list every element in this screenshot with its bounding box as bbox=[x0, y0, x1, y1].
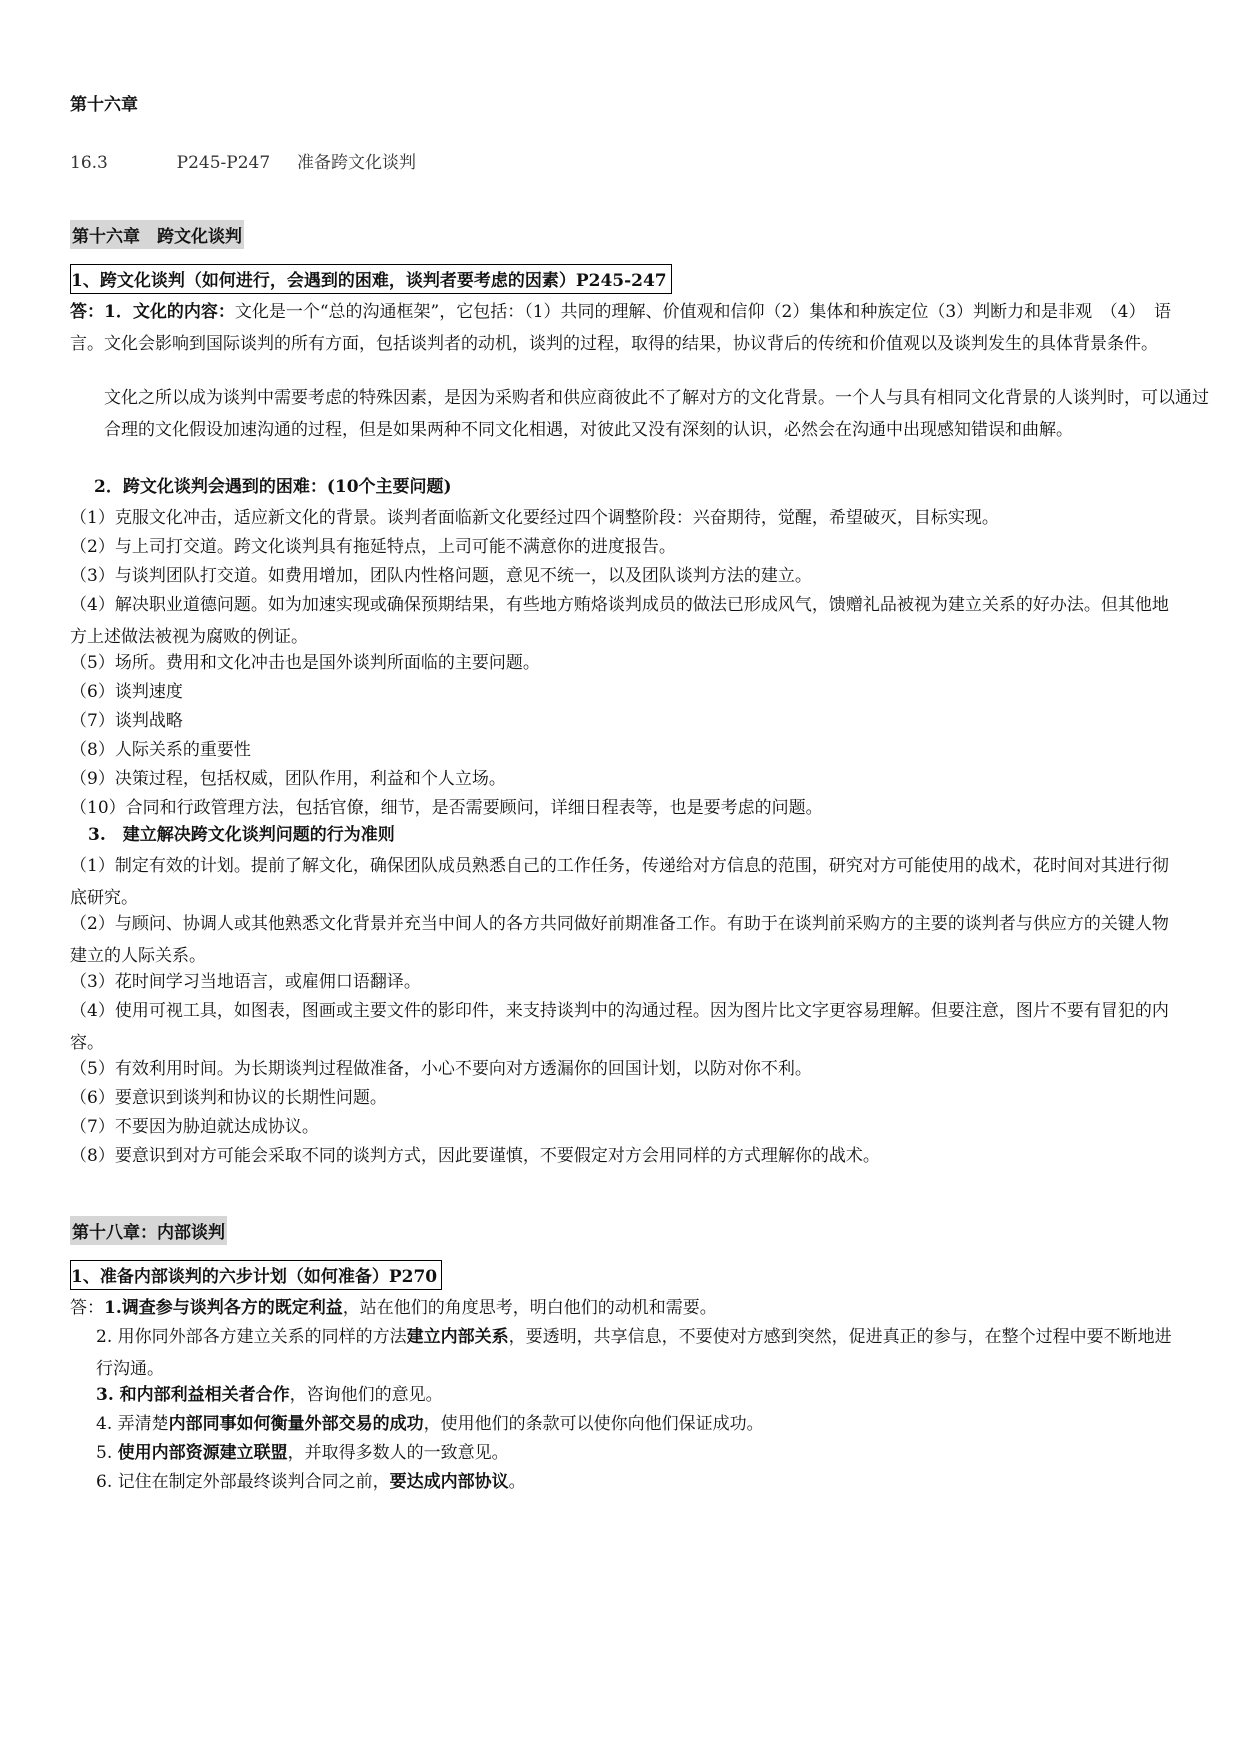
list-item: （7）谈判战略 bbox=[70, 711, 183, 731]
toc-title: 准备跨文化谈判 bbox=[297, 153, 417, 173]
step-key-phrase: 建立内部关系 bbox=[406, 1327, 509, 1347]
step-6 bbox=[70, 1466, 1180, 1495]
step-text: 。 bbox=[508, 1472, 526, 1492]
list-item: （4）解决职业道德问题。如为加速实现或确保预期结果，有些地方贿烙谈判成员的做法已形成风气，馈赠礼品被视为建立关系的好办法。但其他地方上述做法被视为腐败的例证。 bbox=[70, 595, 1169, 647]
toc-entry bbox=[70, 148, 416, 173]
step-text: 4. 弄清楚 bbox=[96, 1414, 169, 1434]
list-item: （2）与上司打交道。跨文化谈判具有拖延特点，上司可能不满意你的进度报告。 bbox=[70, 537, 676, 557]
list-item: （4）使用可视工具，如图表，图画或主要文件的影印件，来支持谈判中的沟通过程。因为图片比文字更容易理解。但要注意，图片不要有冒犯的内容。 bbox=[70, 1001, 1169, 1053]
answer-1-text: 文化是一个“总的沟通框架”，它包括：（1）共同的理解、价值观和信仰（2）集体和种族定位（3）判断力和是非观 （4） 语言。文化会影响到国际谈判的所有方面，包括谈判者的动机，谈判的过程，取得的结果，协议背后的传统和价值观以及谈判发生的具体背景条件。 bbox=[70, 302, 1171, 354]
list-item: （5）场所。费用和文化冲击也是国外谈判所面临的主要问题。 bbox=[70, 653, 540, 673]
rules-list bbox=[70, 850, 1180, 1169]
list-item: （1）克服文化冲击，适应新文化的背景。谈判者面临新文化要经过四个调整阶段：兴奋期待，觉醒，希望破灭，目标实现。 bbox=[70, 508, 999, 528]
answer-prefix: 答： bbox=[70, 1298, 104, 1318]
difficulties-list bbox=[70, 502, 1180, 821]
question-1-title: 1、跨文化谈判（如何进行，会遇到的困难，谈判者要考虑的因素）P245-247 bbox=[70, 264, 672, 294]
step-key-phrase: 要达成内部协议 bbox=[389, 1472, 509, 1492]
step-text: 2. 用你同外部各方建立关系的同样的方法 bbox=[96, 1327, 407, 1347]
list-item: （2）与顾问、协调人或其他熟悉文化背景并充当中间人的各方共同做好前期准备工作。有助于在谈判前采购方的主要的谈判者与供应方的关键人物建立的人际关系。 bbox=[70, 914, 1169, 966]
rules-heading: 3. 建立解决跨文化谈判问题的行为准则 bbox=[88, 825, 395, 845]
step-text: 6. 记住在制定外部最终谈判合同之前， bbox=[96, 1472, 390, 1492]
step-text: ，并取得多数人的一致意见。 bbox=[287, 1443, 509, 1463]
step-text: ，站在他们的角度思考，明白他们的动机和需要。 bbox=[342, 1298, 717, 1318]
step-3 bbox=[70, 1379, 1180, 1408]
step-5 bbox=[70, 1437, 1180, 1466]
difficulties-heading: 2．跨文化谈判会遇到的困难：(10个主要问题) bbox=[94, 477, 452, 497]
step-text: ，咨询他们的意见。 bbox=[289, 1385, 443, 1405]
chapter-18-title: 第十八章：内部谈判 bbox=[70, 1216, 227, 1245]
list-item: （7）不要因为胁迫就达成协议。 bbox=[70, 1117, 319, 1137]
list-item: （1）制定有效的计划。提前了解文化，确保团队成员熟悉自己的工作任务，传递给对方信息的范围，研究对方可能使用的战术，花时间对其进行彻底研究。 bbox=[70, 856, 1169, 908]
step-1 bbox=[70, 1292, 1180, 1321]
step-key-phrase: 使用内部资源建立联盟 bbox=[117, 1443, 288, 1463]
list-item: （6）要意识到谈判和协议的长期性问题。 bbox=[70, 1088, 387, 1108]
list-item: （9）决策过程，包括权威，团队作用，利益和个人立场。 bbox=[70, 769, 506, 789]
steps-list bbox=[70, 1292, 1180, 1495]
step-key-phrase: 3. 和内部利益相关者合作 bbox=[96, 1385, 290, 1405]
step-key-phrase: 内部同事如何衡量外部交易的成功 bbox=[168, 1414, 424, 1434]
question-2-title: 1、准备内部谈判的六步计划（如何准备）P270 bbox=[70, 1260, 442, 1290]
chapter-16-title: 第十六章 跨文化谈判 bbox=[70, 220, 244, 249]
step-4 bbox=[70, 1408, 1180, 1437]
step-text: ，使用他们的条款可以使你向他们保证成功。 bbox=[423, 1414, 764, 1434]
chapter-heading: 第十六章 bbox=[70, 95, 138, 115]
list-item: （10）合同和行政管理方法，包括官僚，细节，是否需要顾问，详细日程表等，也是要考虑的问题。 bbox=[70, 798, 823, 818]
answer-1-paragraph-2 bbox=[70, 382, 1214, 446]
step-key-phrase: 调查参与谈判各方的既定利益 bbox=[121, 1298, 343, 1318]
list-item: （3）与谈判团队打交道。如费用增加，团队内性格问题，意见不统一，以及团队谈判方法的建立。 bbox=[70, 566, 812, 586]
step-text: ，要透明，共享信息，不要使对方感到突然，促进真正的参与，在整个过程中要不断地进行沟通。 bbox=[96, 1327, 1172, 1379]
list-item: （3）花时间学习当地语言，或雇佣口语翻译。 bbox=[70, 972, 421, 992]
list-item: （5）有效利用时间。为长期谈判过程做准备，小心不要向对方透漏你的回国计划，以防对你不利。 bbox=[70, 1059, 812, 1079]
list-item: （6）谈判速度 bbox=[70, 682, 183, 702]
step-2 bbox=[70, 1321, 1180, 1379]
list-item: （8）要意识到对方可能会采取不同的谈判方式，因此要谨慎，不要假定对方会用同样的方式理解你的战术。 bbox=[70, 1146, 880, 1166]
paragraph-text: 文化之所以成为谈判中需要考虑的特殊因素，是因为采购者和供应商彼此不了解对方的文化背景。一个人与具有相同文化背景的人谈判时，可以通过合理的文化假设加速沟通的过程，但是如果两种不同文化相遇，对彼此又没有深刻的认识，必然会在沟通中出现感知错误和曲解。 bbox=[104, 388, 1209, 440]
toc-pages: P245-P247 bbox=[176, 153, 271, 173]
toc-section-number: 16.3 bbox=[70, 153, 108, 173]
answer-1-label: 答：1．文化的内容： bbox=[70, 302, 235, 322]
step-number: 5. bbox=[96, 1443, 118, 1463]
list-item: （8）人际关系的重要性 bbox=[70, 740, 251, 760]
answer-1-intro bbox=[70, 296, 1180, 360]
step-number: 1. bbox=[104, 1298, 122, 1318]
